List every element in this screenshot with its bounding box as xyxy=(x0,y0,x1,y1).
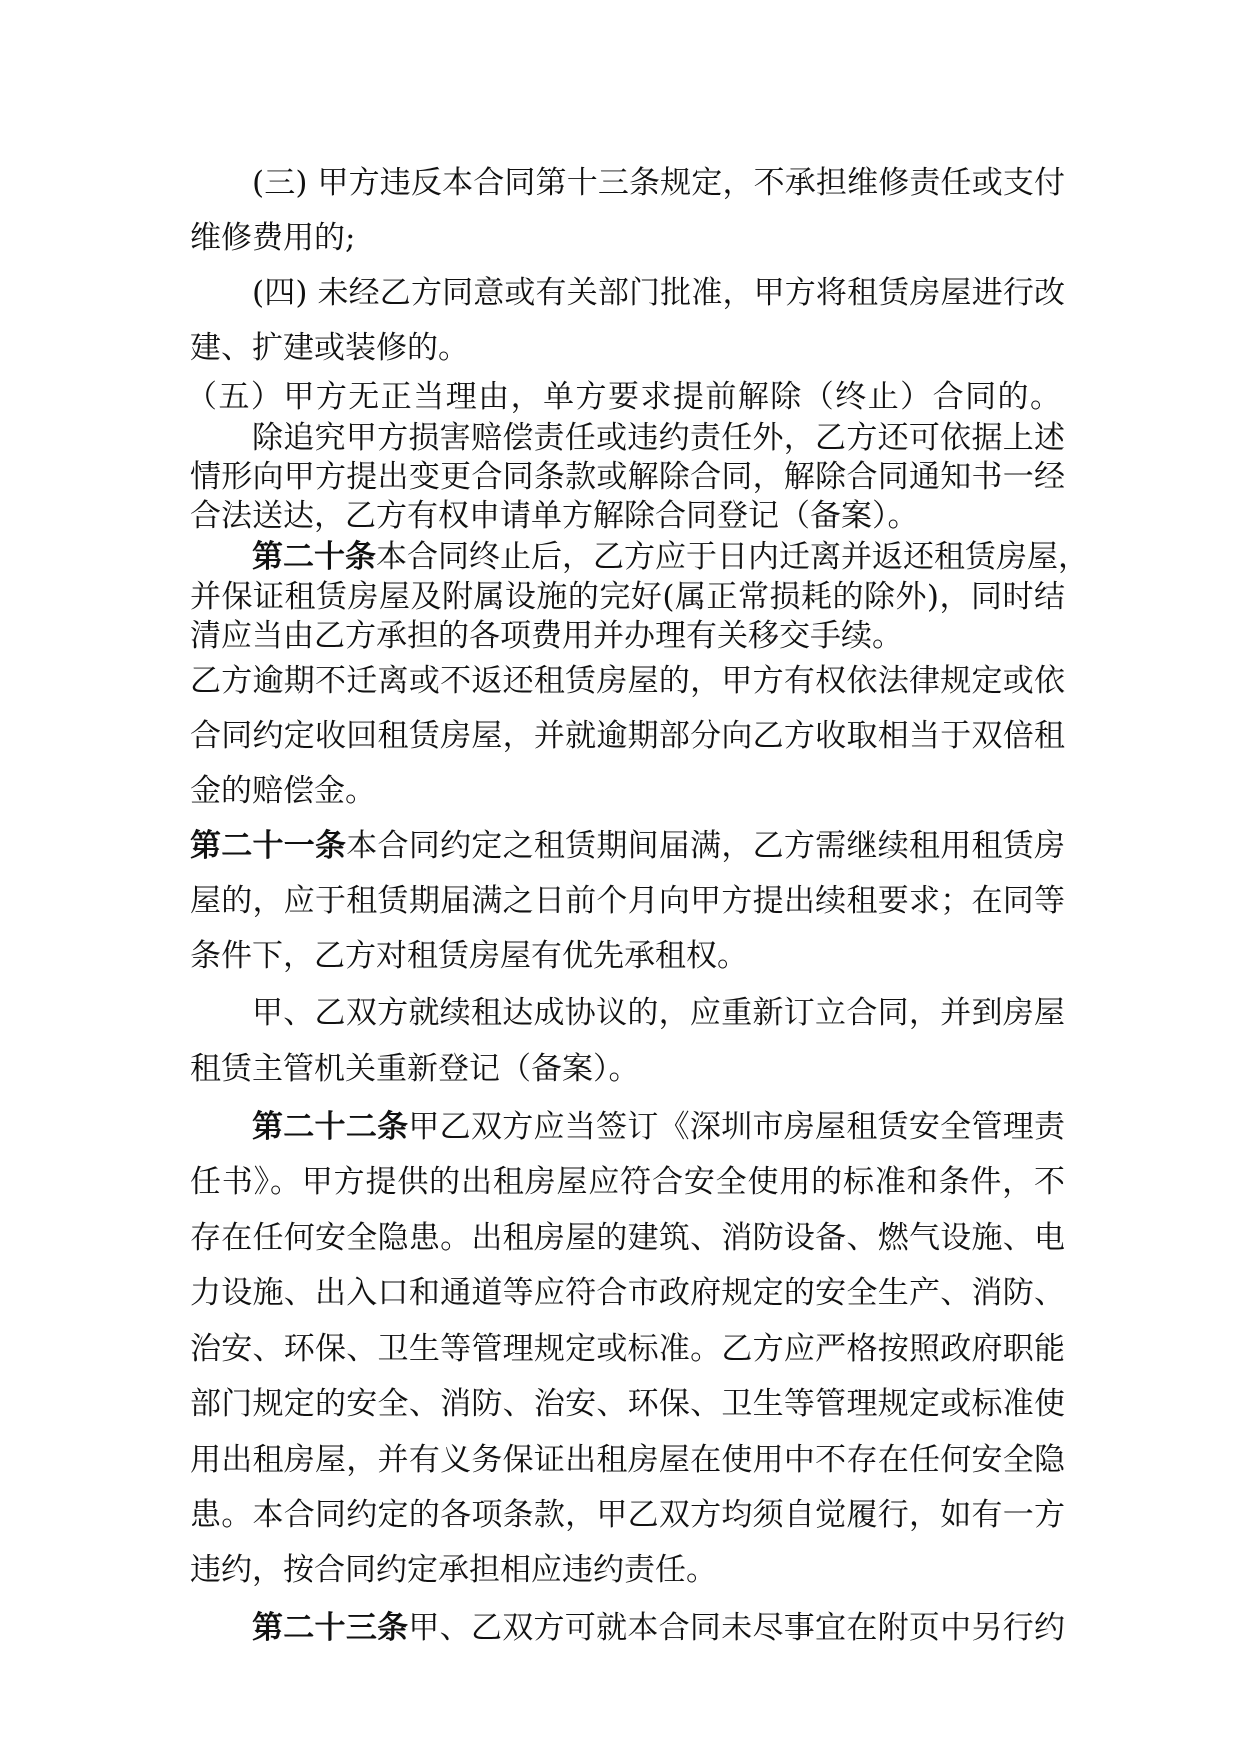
text-line: 清应当由乙方承担的各项费用并办理有关移交手续。 xyxy=(190,618,903,654)
article-number: 第二十条 xyxy=(252,539,376,575)
text-line: 违约，按合同约定承担相应违约责任。 xyxy=(190,1552,717,1588)
article-text: 本合同约定之租赁期间届满，乙方需继续租用租赁房 xyxy=(346,828,1065,864)
article-20-heading-line xyxy=(252,537,1089,577)
text-line: 合法送达，乙方有权申请单方解除合同登记（备案）。 xyxy=(190,498,919,534)
text-line: 患。本合同约定的各项条款，甲乙双方均须自觉履行，如有一方 xyxy=(190,1497,1065,1533)
text-line: 除追究甲方损害赔偿责任或违约责任外，乙方还可依据上述 xyxy=(252,420,1065,456)
text-line: 用出租房屋，并有义务保证出租房屋在使用中不存在任何安全隐 xyxy=(190,1442,1065,1478)
article-text: 甲乙双方应当签订《深圳市房屋租赁安全管理责 xyxy=(408,1109,1066,1145)
text-line: (四) 未经乙方同意或有关部门批准，甲方将租赁房屋进行改 xyxy=(252,275,1065,311)
article-21-heading-line xyxy=(190,826,1065,866)
article-23-heading-line xyxy=(252,1608,1065,1648)
text-line: 金的赔偿金。 xyxy=(190,773,376,809)
text-line: 合同约定收回租赁房屋，并就逾期部分向乙方收取相当于双倍租 xyxy=(190,718,1065,754)
text-line: 甲、乙双方就续租达成协议的，应重新订立合同，并到房屋 xyxy=(252,995,1065,1031)
text-line: （五）甲方无正当理由，单方要求提前解除（终止）合同的。 xyxy=(186,379,1061,415)
text-line: 部门规定的安全、消防、治安、环保、卫生等管理规定或标准使 xyxy=(190,1386,1065,1422)
text-line: 乙方逾期不迁离或不返还租赁房屋的，甲方有权依法律规定或依 xyxy=(190,663,1065,699)
article-text: 甲、乙双方可就本合同未尽事宜在附页中另行约 xyxy=(408,1610,1066,1646)
text-line: 建、扩建或装修的。 xyxy=(190,330,469,366)
text-line: 维修费用的; xyxy=(190,220,356,256)
text-line: 任书》。甲方提供的出租房屋应符合安全使用的标准和条件，不 xyxy=(190,1164,1065,1200)
article-number: 第二十三条 xyxy=(252,1610,409,1646)
text-line: 屋的，应于租赁期届满之日前个月向甲方提出续租要求；在同等 xyxy=(190,883,1065,919)
text-line: 存在任何安全隐患。出租房屋的建筑、消防设备、燃气设施、电 xyxy=(190,1220,1065,1256)
article-number: 第二十二条 xyxy=(252,1109,409,1145)
text-line: 条件下，乙方对租赁房屋有优先承租权。 xyxy=(190,938,748,974)
text-line: 并保证租赁房屋及附属设施的完好(属正常损耗的除外)，同时结 xyxy=(190,579,1065,615)
text-line: 治安、环保、卫生等管理规定或标准。乙方应严格按照政府职能 xyxy=(190,1331,1065,1367)
text-line: 力设施、出入口和通道等应符合市政府规定的安全生产、消防、 xyxy=(190,1275,1065,1311)
text-line: 租赁主管机关重新登记（备案）。 xyxy=(190,1051,640,1087)
text-line: (三) 甲方违反本合同第十三条规定，不承担维修责任或支付 xyxy=(252,165,1065,201)
text-line: 情形向甲方提出变更合同条款或解除合同，解除合同通知书一经 xyxy=(190,459,1065,495)
article-number: 第二十一条 xyxy=(190,828,347,864)
article-text: 本合同终止后，乙方应于日内迁离并返还租赁房屋， xyxy=(376,539,1089,575)
article-22-heading-line xyxy=(252,1107,1065,1147)
